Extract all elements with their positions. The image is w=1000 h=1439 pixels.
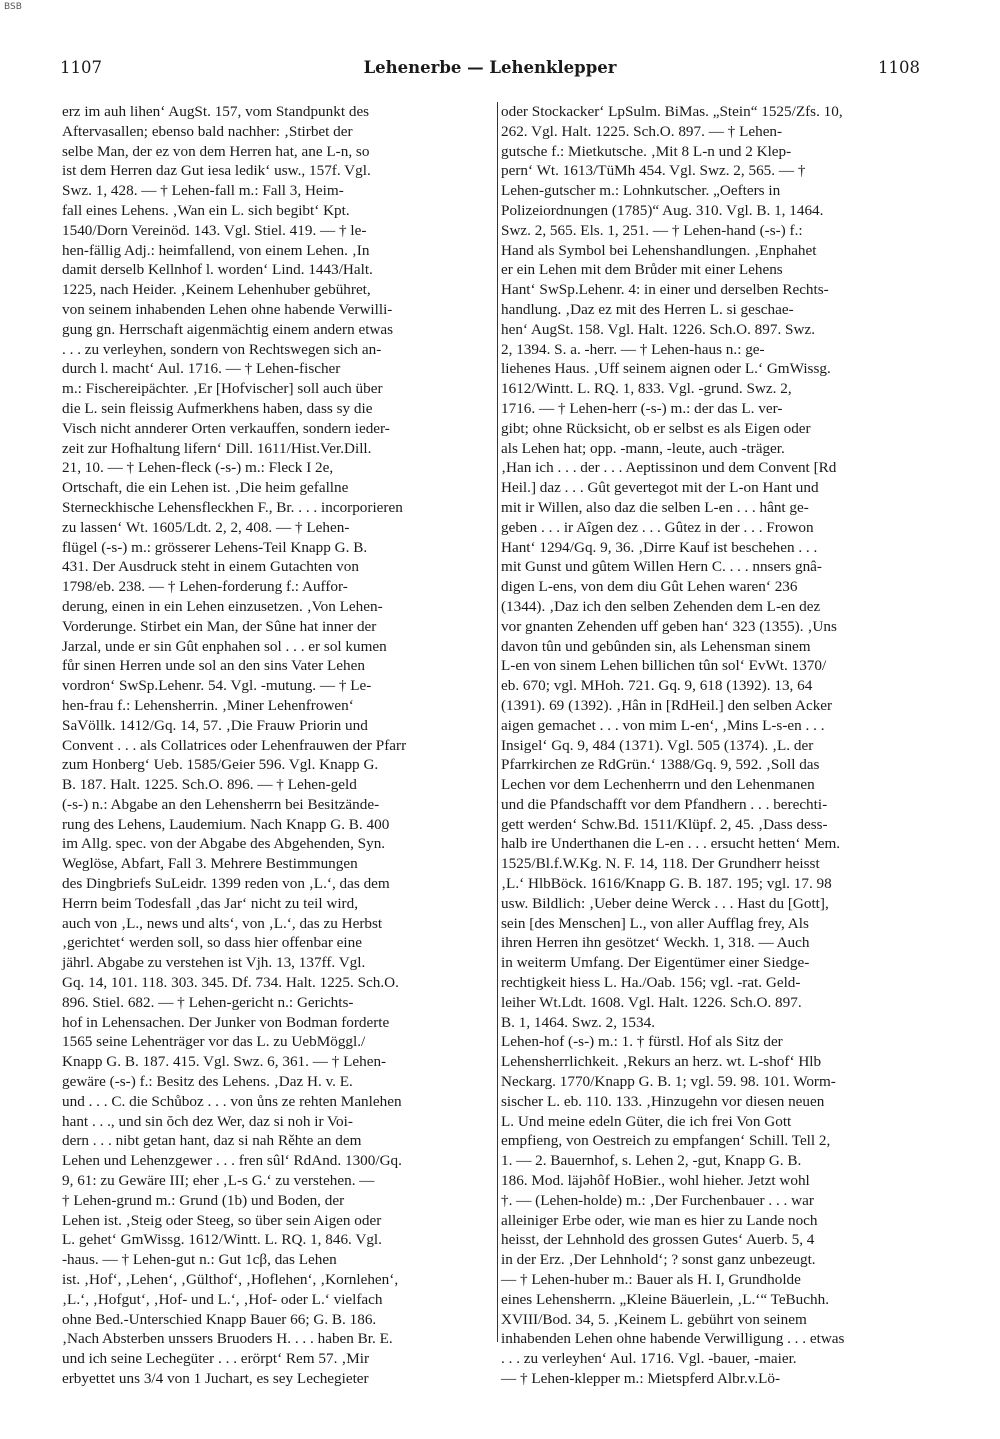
text-line: Lehen-hof (-s-) m.: 1. † fürstl. Hof als Sitz der (501, 1033, 783, 1051)
text-line: XVIII/Bod. 34, 5. ‚Keinem L. gebührt von seinem (501, 1310, 807, 1328)
text-line: ist dem Herren daz Gut iesa ledik‘ usw., 157f. Vgl. (62, 162, 371, 180)
text-line: mit ir Willen, also daz die selben L-en . . . hânt ge- (501, 498, 809, 516)
text-line: alleiniger Erbe oder, wie man es hier zu Lande noch (501, 1211, 818, 1229)
text-line: handlung. ‚Daz ez mit des Herren L. si geschae- (501, 300, 794, 318)
text-line: hant . . ., und sin ŏch dez Wer, daz si noh ir Voi- (62, 1112, 353, 1130)
text-line: L. gehet‘ GmWissg. 1612/Wintt. L. RQ. 1, 846. Vgl. (62, 1231, 382, 1249)
text-line: Herrn beim Todesfall ‚das Jar‘ nicht zu teil wird, (62, 894, 358, 912)
text-line: mit Gunst und gûtem Willen Hern C. . . . nnsers gnâ- (501, 558, 822, 576)
text-line: L. Und meine edeln Güter, die ich frei Von Gott (501, 1112, 792, 1130)
text-line: (1344). ‚Daz ich den selben Zehenden dem L-en dez (501, 597, 821, 615)
text-line: Visch nicht annderer Orten verkauffen, sondern ieder- (62, 419, 390, 437)
text-line: eb. 670; vgl. MHoh. 721. Gq. 9, 618 (1392). 13, 64 (501, 677, 813, 695)
text-line: vor gnanten Zehenden uff geben han‘ 323 (1355). ‚Uns (501, 617, 837, 635)
text-line: damit derselb Kellnhof l. worden‘ Lind. 1443/Halt. (62, 261, 373, 279)
text-line: † Lehen-grund m.: Grund (1b) und Boden, der (62, 1191, 345, 1209)
text-line: hen-fällig Adj.: heimfallend, von einem Lehen. ‚In (62, 241, 370, 259)
text-line: 186. Mod. läjəhôf HoBier., wohl hieher. Jetzt wohl (501, 1172, 810, 1190)
text-line: Lehensherrlichkeit. ‚Rekurs an herz. wt. L-shof‘ Hlb (501, 1053, 822, 1071)
text-line: des Dingbriefs SuLeidr. 1399 reden von ‚L.‘, das dem (62, 875, 390, 893)
text-line: digen L-ens, von dem diu Gût Lehen waren‘ 236 (501, 578, 798, 596)
text-line: Knapp G. B. 187. 415. Vgl. Swz. 6, 361. — † Lehen- (62, 1053, 387, 1071)
text-line: sein [des Menschen] L., von aller Aufflag frey, Als (501, 914, 809, 932)
text-line: usw. Bildlich: ‚Ueber deine Werck . . . Hast du [Gott], (501, 894, 829, 912)
text-line: pern‘ Wt. 1613/TüMh 454. Vgl. Swz. 2, 565. — † (501, 162, 806, 180)
text-line: hen-frau f.: Lehensherrin. ‚Miner Lehenfrowen‘ (62, 696, 354, 714)
text-line: 21, 10. — † Lehen-fleck (-s-) m.: Fleck I 2e, (62, 459, 334, 477)
page-number-right: 1108 (878, 58, 920, 77)
text-line: gung gn. Herrschaft aigenmächtig einem andern etwas (62, 320, 394, 338)
text-line: leiher Wt.Ldt. 1608. Vgl. Halt. 1226. Sch.O. 897. (501, 993, 802, 1011)
page-number-left: 1107 (60, 58, 102, 77)
running-title: Lehenerbe — Lehenklepper (363, 58, 617, 77)
text-line: — † Lehen-huber m.: Bauer als H. I, Grundholde (501, 1271, 801, 1289)
text-line: inhabenden Lehen ohne habende Verwilligung . . . etwas (501, 1330, 845, 1348)
text-line: -haus. — † Lehen-gut n.: Gut 1cβ, das Lehen (62, 1251, 337, 1269)
text-line: rechtigkeit hiess L. Ha./Oab. 156; vgl. -rat. Geld- (501, 974, 801, 992)
text-line: 1. — 2. Bauernhof, s. Lehen 2, -gut, Knapp G. B. (501, 1152, 802, 1170)
text-line: 1798/eb. 238. — † Lehen-forderung f.: Auffor- (62, 578, 348, 596)
text-line: — † Lehen-klepper m.: Mietspferd Albr.v.Lö- (501, 1370, 781, 1387)
text-line: halb ire Underthanen die L-en . . . ersucht hetten‘ Mem. (501, 835, 841, 853)
text-line: zum Honberg‘ Ueb. 1585/Geier 596. Vgl. Knapp G. (62, 756, 379, 774)
text-line: ist. ‚Hof‘, ‚Lehen‘, ‚Gülthof‘, ‚Hoflehen‘, ‚Kornlehen‘, (62, 1271, 399, 1289)
text-line: zeit zur Hofhaltung lifern‘ Dill. 1611/Hist.Ver.Dill. (62, 439, 372, 457)
left-column (62, 102, 498, 1387)
text-line: gewäre (-s-) f.: Besitz des Lehens. ‚Daz H. v. E. (62, 1073, 353, 1091)
text-line: 1225, nach Heider. ‚Keinem Lehenhuber gebühret, (62, 281, 371, 299)
text-line: vordron‘ SwSp.Lehenr. 54. Vgl. -mutung. — † Le- (62, 677, 372, 695)
text-line: gibt; ohne Rücksicht, ob er selbst es als Eigen oder (501, 419, 811, 437)
text-line: flügel (-s-) m.: grösserer Lehens-Teil Knapp G. B. (62, 538, 368, 556)
text-line: und . . . C. die Schůboz . . . von ůns ze rehten Manlehen (62, 1092, 402, 1110)
text-line: Convent . . . als Collatrices oder Lehenfrauwen der Pfarr (62, 736, 407, 754)
text-line: und die Pfandschafft vor dem Pfandhern . . . berechti- (501, 795, 828, 813)
right-column (501, 102, 937, 1387)
text-line: durch l. macht‘ Aul. 1716. — † Lehen-fischer (62, 360, 341, 378)
text-line: Hant‘ SwSp.Lehenr. 4: in einer und derselben Rechts- (501, 281, 829, 299)
text-line: rung des Lehens, Laudemium. Nach Knapp G. B. 400 (62, 815, 390, 833)
text-line: auch von ‚L., news und alts‘, von ‚L.‘, das zu Herbst (62, 914, 383, 932)
text-line: ‚Nach Absterben unssers Bruoders H. . . . haben Br. E. (62, 1330, 393, 1348)
text-line: Insigel‘ Gq. 9, 484 (1371). Vgl. 505 (1374). ‚L. der (501, 736, 814, 754)
text-line: 1716. — † Lehen-herr (-s-) m.: der das L. ver- (501, 399, 783, 417)
text-line: 1612/Wintt. L. RQ. 1, 833. Vgl. -grund. Swz. 2, (501, 380, 792, 398)
text-line: eines Lehensherrn. „Kleine Bäuerlein, ‚L.‘“ TeBuchh. (501, 1290, 830, 1308)
text-line: SaVöllk. 1412/Gq. 14, 57. ‚Die Frauw Priorin und (62, 716, 368, 734)
text-line: Lehen und Lehenzgewer . . . fren sûl‘ RdAnd. 1300/Gq. (62, 1152, 402, 1170)
text-line: heisst, der Lehnhold des grossen Gutes‘ Auerb. 5, 4 (501, 1231, 815, 1249)
page-header (60, 58, 920, 82)
text-line: in der Erz. ‚Der Lehnhold‘; ? sonst ganz unbezeugt. (501, 1251, 816, 1269)
text-line: oder Stockacker‘ LpSulm. BiMas. „Stein“ 1525/Zfs. 10, (501, 103, 843, 120)
text-line: †. — (Lehen-holde) m.: ‚Der Furchenbauer . . . war (501, 1191, 814, 1209)
text-line: zu lassen‘ Wt. 1605/Ldt. 2, 2, 408. — † Lehen- (62, 518, 350, 536)
text-line: 431. Der Ausdruck steht in einem Gutachten von (62, 558, 359, 576)
text-line: Jarzal, unde er sin Gût enphahen sol . . . er sol kumen (62, 637, 387, 655)
text-line: Lehen ist. ‚Steig oder Steeg, so über sein Aigen oder (62, 1211, 382, 1229)
text-line: liehenes Haus. ‚Uff seinem aignen oder L.‘ GmWissg. (501, 360, 831, 378)
text-line: erbyettet uns 3/4 von 1 Juchart, es sey Lechegieter (62, 1370, 369, 1387)
text-line: in weiterm Umfang. Der Eigentümer einer Siedge- (501, 954, 810, 972)
text-line: ohne Bed.-Unterschied Knapp Bauer 66; G. B. 186. (62, 1310, 377, 1328)
text-line: gutsche f.: Mietkutsche. ‚Mit 8 L-n und 2 Klep- (501, 142, 792, 160)
library-stamp: BSB (4, 2, 22, 12)
text-line: 1525/Bl.f.W.Kg. N. F. 14, 118. Der Grundherr heisst (501, 855, 820, 873)
text-line: 1540/Dorn Vereinöd. 143. Vgl. Stiel. 419. — † le- (62, 221, 367, 239)
text-line: Sterneckhische Lehensfleckhen F., Br. . . . incorporieren (62, 498, 403, 516)
text-line: m.: Fischereipächter. ‚Er [Hofvischer] soll auch über (62, 380, 383, 398)
text-line: im Allg. spec. von der Abgabe des Abgehenden, Syn. (62, 835, 386, 853)
text-line: selbe Man, der ez von dem Herren hat, ane L-n, so (62, 142, 370, 160)
text-line: 1565 seine Lehenträger vor das L. zu UebMöggl./ (62, 1033, 366, 1051)
text-line: 9, 61: zu Gewäre III; eher ‚L-s G.‘ zu verstehen. — (62, 1172, 375, 1190)
text-line: Heil.] daz . . . Gût gevertegot mit der L-on Hant und (501, 479, 819, 497)
text-line: Hand als Symbol bei Lehenshandlungen. ‚Enphahet (501, 241, 817, 259)
text-line: B. 1, 1464. Swz. 2, 1534. (501, 1013, 655, 1031)
text-line: B. 187. Halt. 1225. Sch.O. 896. — † Lehen-geld (62, 776, 357, 794)
text-line: 896. Stiel. 682. — † Lehen-gericht n.: Gerichts- (62, 993, 354, 1011)
text-line: Lehen-gutscher m.: Lohnkutscher. „Oefters in (501, 182, 781, 200)
text-line: Swz. 1, 428. — † Lehen-fall m.: Fall 3, Heim- (62, 182, 344, 200)
text-line: Ortschaft, die ein Lehen ist. ‚Die heim gefallne (62, 479, 349, 497)
text-line: fall eines Lehens. ‚Wan ein L. sich begibt‘ Kpt. (62, 201, 350, 219)
text-line: . . . zu verleyhen‘ Aul. 1716. Vgl. -bauer, -maier. (501, 1350, 797, 1368)
text-line: derung, einen in ein Lehen einzusetzen. ‚Von Lehen- (62, 597, 383, 615)
text-line: aigen gemachet . . . von mim L-en‘, ‚Mins L-s-en . . . (501, 716, 825, 734)
text-line: dern . . . nibt getan hant, daz si nah Rěhte an dem (62, 1132, 362, 1150)
text-line: ‚Han ich . . . der . . . Aeptissinon und dem Convent [Rd (501, 459, 837, 477)
text-line: Lechen vor dem Lechenherrn und den Lehenmanen (501, 776, 815, 794)
text-line: 2, 1394. S. a. -herr. — † Lehen-haus n.: ge- (501, 340, 765, 358)
text-line: davon tûn und gebûnden sin, als Lehensman sinem (501, 637, 811, 655)
text-line: empfieng, von Oestreich zu empfangen‘ Schill. Tell 2, (501, 1132, 831, 1150)
text-line: als Lehen hat; opp. -mann, -leute, auch -träger. (501, 439, 785, 457)
text-line: und ich seine Lechegüter . . . erörpt‘ Rem 57. ‚Mir (62, 1350, 370, 1368)
text-line: von seinem inhabenden Lehen ohne habende Verwilli- (62, 300, 393, 318)
text-line: jährl. Abgabe zu verstehen ist Vjh. 13, 137ff. Vgl. (62, 954, 366, 972)
text-line: er ein Lehen mit dem Brůder mit einer Lehens (501, 261, 783, 279)
text-line: geben . . . ir Aîgen dez . . . Gûtez in der . . . Frowon (501, 518, 814, 536)
text-line: Swz. 2, 565. Els. 1, 251. — † Lehen-hand (-s-) f.: (501, 221, 803, 239)
text-line: die L. sein fleissig Aufmerkhens haben, dass sy die (62, 399, 373, 417)
text-line: hen‘ AugSt. 158. Vgl. Halt. 1226. Sch.O. 897. Swz. (501, 320, 816, 338)
text-line: Neckarg. 1770/Knapp G. B. 1; vgl. 59. 98. 101. Worm- (501, 1073, 836, 1091)
text-line: Vorderunge. Stirbet ein Man, der Sûne hat inner der (62, 617, 377, 635)
text-line: 262. Vgl. Halt. 1225. Sch.O. 897. — † Lehen- (501, 122, 783, 140)
text-line: Aftervasallen; ebenso bald nachher: ‚Stirbet der (62, 122, 353, 140)
text-line: L-en von sinem Lehen billichen tûn sol‘ EvWt. 1370/ (501, 657, 827, 675)
text-line: (-s-) n.: Abgabe an den Lehensherrn bei Besitzände- (62, 795, 380, 813)
text-line: . . . zu verleyhen, sondern von Rechtswegen sich an- (62, 340, 382, 358)
text-line: ihren Herren ihn gesötzet‘ Weckh. 1, 318. — Auch (501, 934, 810, 952)
text-line: Polizeiordnungen (1785)“ Aug. 310. Vgl. B. 1, 1464. (501, 201, 824, 219)
column-divider (497, 102, 498, 1342)
text-line: hof in Lehensachen. Der Junker von Bodman forderte (62, 1013, 390, 1031)
text-line: ‚L.‘, ‚Hofgut‘, ‚Hof- und L.‘, ‚Hof- oder L.‘ vielfach (62, 1290, 383, 1308)
text-line: fůr sinen Herren unde sol an den sins Vater Lehen (62, 657, 365, 675)
text-line: ‚gerichtet‘ werden soll, so dass hier offenbar eine (62, 934, 362, 952)
text-line: gett werden‘ Schw.Bd. 1511/Klüpf. 2, 45. ‚Dass dess- (501, 815, 828, 833)
text-line: erz im auh lihen‘ AugSt. 157, vom Standpunkt des (62, 103, 370, 120)
text-line: Hant‘ 1294/Gq. 9, 36. ‚Dirre Kauf ist beschehen . . . (501, 538, 818, 556)
text-line: Weglöse, Abfart, Fall 3. Mehrere Bestimmungen (62, 855, 358, 873)
text-line: Gq. 14, 101. 118. 303. 345. Df. 734. Halt. 1225. Sch.O. (62, 974, 399, 992)
text-line: (1391). 69 (1392). ‚Hân in [RdHeil.] den selben Acker (501, 696, 833, 714)
text-line: sischer L. eb. 110. 133. ‚Hinzugehn vor diesen neuen (501, 1092, 825, 1110)
text-line: ‚L.‘ HlbBöck. 1616/Knapp G. B. 187. 195; vgl. 17. 98 (501, 875, 832, 893)
text-line: Pfarrkirchen ze RdGrün.‘ 1388/Gq. 9, 592. ‚Soll das (501, 756, 820, 774)
